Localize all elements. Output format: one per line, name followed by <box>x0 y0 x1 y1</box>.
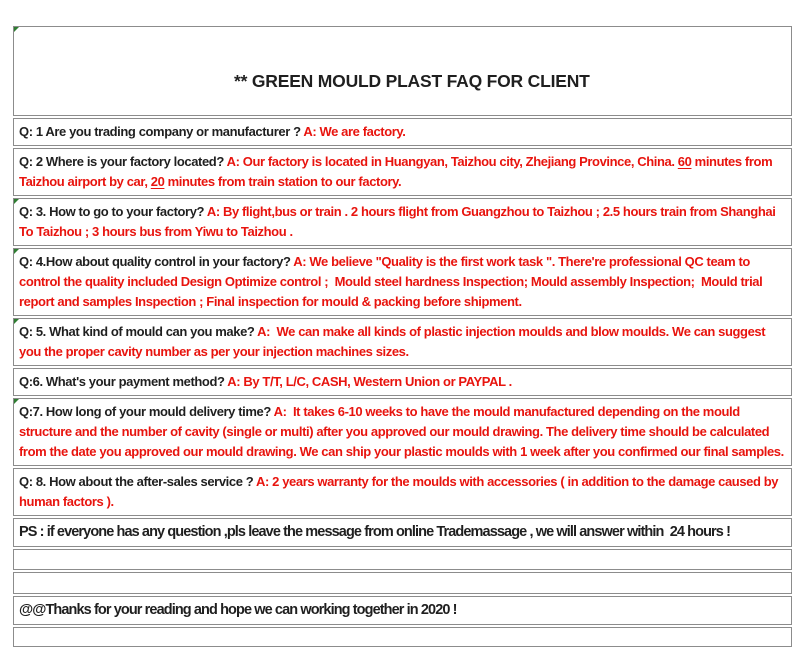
cell-corner-marker <box>14 199 19 204</box>
question-text: @@Thanks for your reading and hope we can working together in 2020 ! <box>19 602 457 618</box>
answer-text: 60 <box>677 154 692 169</box>
faq-row-q5 <box>13 318 792 366</box>
faq-row-q4 <box>13 248 792 316</box>
answer-text: A: Our factory is located in Huangyan, Taizhou city, Zhejiang Province, China. <box>226 154 678 169</box>
answer-text: 20 <box>150 174 165 189</box>
cell-corner-marker <box>14 399 19 404</box>
faq-sheet <box>13 26 792 649</box>
question-text: PS : if everyone has any question ,pls leave the message from online Trademassage , we will answer within 24 hours ! <box>19 524 730 540</box>
page-title: ** GREEN MOULD PLAST FAQ FOR CLIENT <box>234 71 590 91</box>
cell-corner-marker <box>14 249 19 254</box>
faq-row-q7 <box>13 398 792 466</box>
question-text: Q: 4.How about quality control in your factory? <box>19 254 294 269</box>
faq-rows-container <box>13 118 792 647</box>
faq-row-q3 <box>13 198 792 246</box>
question-text: Q:6. What's your payment method? <box>19 374 228 389</box>
answer-text: A: By T/T, L/C, CASH, Western Union or PAYPAL . <box>227 374 512 389</box>
answer-text: minutes from train station to our factory. <box>164 174 402 189</box>
question-text: Q: 5. What kind of mould can you make? <box>19 324 258 339</box>
faq-row-q6 <box>13 368 792 396</box>
answer-text: A: By flight,bus or train . 2 hours flight from Guangzhou to Taizhou ; 2.5 hours train from Shanghai To Taizhou ; 3 hours bus from Yiwu to Taizhou . <box>19 204 779 239</box>
faq-row-q8 <box>13 468 792 516</box>
question-text: Q: 3. How to go to your factory? <box>19 204 207 219</box>
answer-text: A: We can make all kinds of plastic injection moulds and blow moulds. We can suggest you the proper cavity number as per your injection machines sizes. <box>19 324 769 359</box>
faq-row-empty-3 <box>13 627 792 647</box>
answer-text: A: 2 years warranty for the moulds with accessories ( in addition to the damage caused by human factors ). <box>19 474 782 509</box>
question-text: Q: 2 Where is your factory located? <box>19 154 227 169</box>
faq-row-empty-2 <box>13 572 792 594</box>
question-text: Q:7. How long of your mould delivery time? <box>19 404 274 419</box>
answer-text: minutes from Taizhou airport by car, <box>19 154 776 189</box>
answer-text: A: We believe "Quality is the first work task ". There're professional QC team to control the quality included Design Optimize control ; Mould steel hardness Inspection; Mould assembly Inspection; Mould trial report and samples Inspection ; Final inspection for mould & packing before shipment. <box>19 254 766 309</box>
faq-row-ps <box>13 518 792 547</box>
question-text: Q: 8. How about the after-sales service ? <box>19 474 257 489</box>
faq-row-empty-1 <box>13 549 792 570</box>
faq-row-thanks <box>13 596 792 625</box>
answer-text: A: It takes 6-10 weeks to have the mould manufactured depending on the mould structure and the number of cavity (single or multi) after you approved our mould drawing. The delivery time should be calculated from the date you approved our mould drawing. We can ship your plastic moulds with 1 week after you confirmed our final samples. <box>19 404 784 459</box>
faq-title-row <box>13 26 792 116</box>
question-text: Q: 1 Are you trading company or manufacturer ? <box>19 124 304 139</box>
faq-row-q1 <box>13 118 792 146</box>
faq-row-q2 <box>13 148 792 196</box>
cell-corner-marker <box>14 319 19 324</box>
answer-text: A: We are factory. <box>303 124 406 139</box>
cell-corner-marker <box>14 27 19 32</box>
